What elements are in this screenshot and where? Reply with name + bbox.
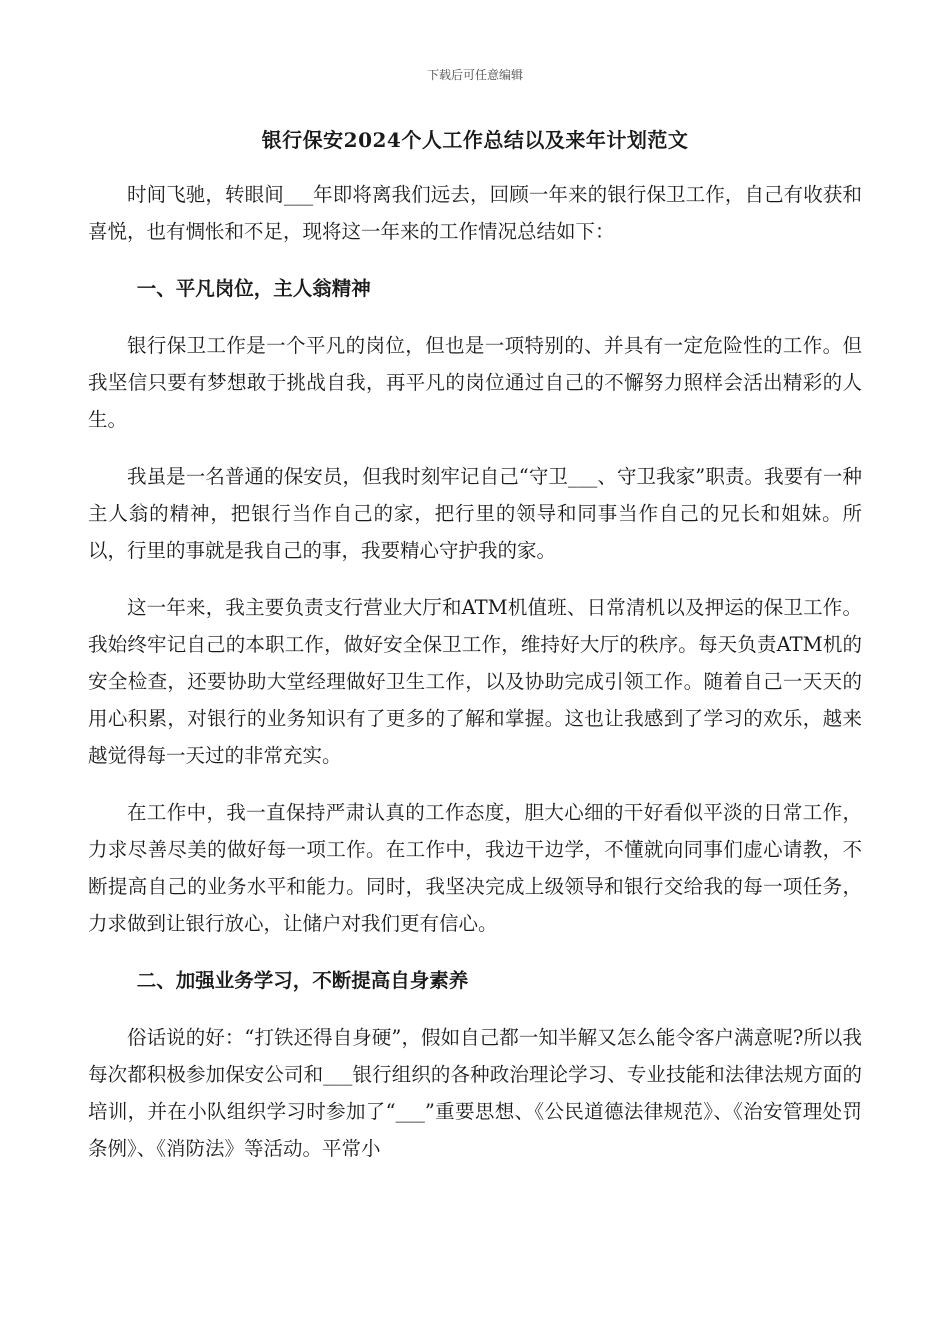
document-body [88,176,862,1187]
paragraph: 我虽是一名普通的保安员，但我时刻牢记自己“守卫___、守卫我家”职责。我要有一种主人翁的精神，把银行当作自己的家，把行里的领导和同事当作自己的兄长和姐妹。所以，行里的事就是我自己的事，我要精心守护我的家。 [88,465,862,562]
paragraph: 这一年来，我主要负责支行营业大厅和ATM机值班、日常清机以及押运的保卫工作。我始终牢记自己的本职工作，做好安全保卫工作，维持好大厅的秩序。每天负责ATM机的安全检查，还要协助大堂经理做好卫生工作，以及协助完成引领工作。随着自己一天天的用心积累，对银行的业务知识有了更多的了解和掌握。这也让我感到了学习的欢乐，越来越觉得每一天过的非常充实。 [88,596,862,767]
intro-paragraph: 时间飞驰，转眼间___年即将离我们远去，回顾一年来的银行保卫工作，自己有收获和喜悦，也有惆怅和不足，现将这一年来的工作情况总结如下： [88,183,862,243]
document-title: 银行保安2024个人工作总结以及来年计划范文 [261,128,689,152]
paragraph: 俗话说的好：“打铁还得自身硬”，假如自己都一知半解又怎么能令客户满意呢?所以我每次都积极参加保安公司和___银行组织的各种政治理论学习、专业技能和法律法规方面的培训，并在小队组织学习时参加了“___”重要思想、《公民道德法律规范》、《治安管理处罚条例》、《消防法》等活动。平常小 [88,1026,862,1160]
paragraph: 在工作中，我一直保持严肃认真的工作态度，胆大心细的干好看似平淡的日常工作，力求尽善尽美的做好每一项工作。在工作中，我边干边学，不懂就向同事们虚心请教，不断提高自己的业务水平和能力。同时，我坚决完成上级领导和银行交给我的每一项任务，力求做到让银行放心，让储户对我们更有信心。 [88,801,862,935]
section-heading-2: 二、加强业务学习，不断提高自身素养 [136,969,469,992]
header-note: 下载后可任意编辑 [426,68,523,82]
section-heading-1: 一、平凡岗位，主人翁精神 [136,277,371,300]
paragraph: 银行保卫工作是一个平凡的岗位，但也是一项特别的、并具有一定危险性的工作。但我坚信只要有梦想敢于挑战自我，再平凡的岗位通过自己的不懈努力照样会活出精彩的人生。 [88,334,862,431]
